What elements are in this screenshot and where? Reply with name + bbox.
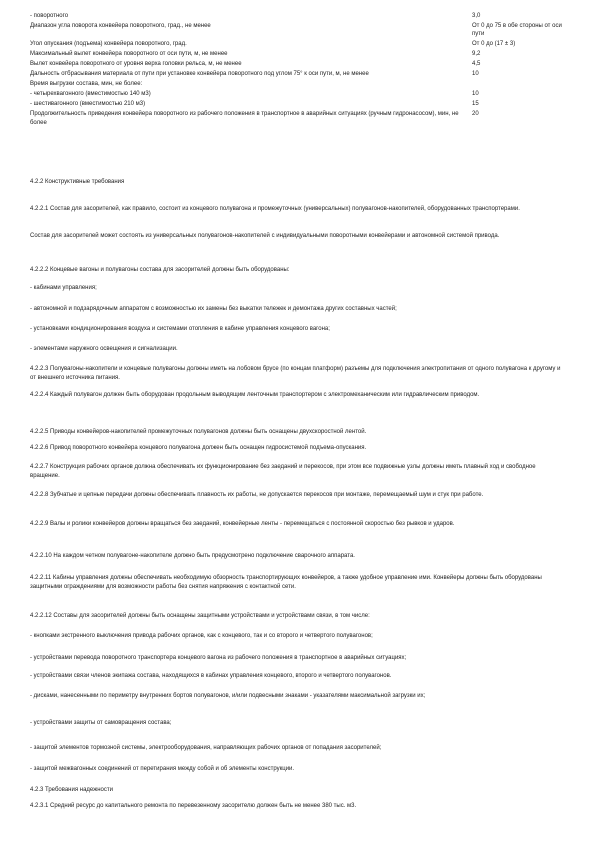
- paragraph: - защитой элементов тормозной системы, электрооборудования, направляющих рабочих органов от попадания засорителей;: [30, 745, 382, 751]
- paragraph: - устройствами связи членов экипажа состава, находящихся в кабинах управления концевого, второго и четвертого полувагонов.: [30, 673, 392, 679]
- paragraph: 4.2.2.12 Составы для засорителей должны быть оснащены защитными устройствами и устройствами связи, в том числе:: [30, 613, 370, 619]
- section-heading: 4.2.3 Требования надежности: [30, 787, 113, 793]
- spec-label: Диапазон угла поворота конвейера поворотного, град., не менее: [30, 23, 211, 29]
- spec-value: 3,0: [472, 13, 481, 19]
- paragraph: - автономной и подзарядочным аппаратом с возможностью их замены без выкатки тележек и демонтажа других составных частей;: [30, 306, 397, 312]
- paragraph: Состав для засорителей может состоять из универсальных полувагонов-накопителей с индивидуальными поворотными конвейерами и автономной системой привода.: [30, 233, 500, 239]
- spec-label: Вылет конвейера поворотного от уровня верха головки рельса, м, не менее: [30, 61, 242, 68]
- paragraph: 4.2.2.11 Кабины управления должны обеспечивать необходимую обзорность транспортирующих конвейеров, а также удобное управление ими. Конвейеры должны быть оборудованы защитными ограждениями для возможности работы без снятия напряжения с контактной сети.: [30, 575, 542, 590]
- paragraph: 4.2.2.7 Конструкция рабочих органов должна обеспечивать их функционирование без заеданий и перекосов, при этом все подвижные узлы должны иметь плавный ход и свободное вращение.: [30, 464, 536, 479]
- paragraph: - кнопками экстренного выключения привода рабочих органов, как с концевого, так и со второго и четвертого полувагонов;: [30, 633, 373, 639]
- spec-label: - поворотного: [30, 13, 69, 19]
- paragraph: - устройствами перевода поворотного транспортера концевого вагона из рабочего положения в транспортное в аварийных ситуациях;: [30, 655, 407, 661]
- spec-value: 20: [472, 111, 479, 118]
- spec-value: 4,5: [472, 61, 481, 68]
- paragraph: 4.2.2.5 Приводы конвейеров-накопителей промежуточных полувагонов должны быть оснащены двухскоростной лентой.: [30, 429, 367, 435]
- spec-value: [472, 80, 565, 88]
- spec-label: Угол опускания (подъема) конвейера поворотного, град.: [30, 41, 187, 48]
- paragraph: 4.2.3.1 Средний ресурс до капитального ремонта по перевезенному засорителю должен быть не менее 380 тыс. м3.: [30, 803, 357, 809]
- spec-row: [30, 110, 565, 127]
- spec-label: Максимальный вылет конвейера поворотного от оси пути, м, не менее: [30, 51, 228, 58]
- spec-label: Дальность отбрасывания материала от пути при установке конвейера поворотного под углом 75° к оси пути, м, не менее: [30, 71, 369, 78]
- spec-row: [30, 70, 565, 78]
- paragraph: 4.2.2.3 Полувагоны-накопители и концевые полувагоны должны иметь на лобовом брусе (по концам платформ) разъемы для подключения электропитания от одного полувагона к другому и от внешнего источника питания.: [30, 366, 561, 381]
- paragraph: - кабинами управления;: [30, 285, 97, 291]
- paragraph: 4.2.2.10 На каждом четном полувагоне-накопителе должно быть предусмотрено подключение сварочного аппарата.: [30, 553, 355, 559]
- paragraph: - установками кондиционирования воздуха и системами отопления в кабине управления концевого вагона;: [30, 326, 330, 332]
- spec-row: [30, 100, 565, 108]
- spec-label: - четырехвагонного (вместимостью 140 м3): [30, 91, 151, 98]
- document-page: [30, 12, 565, 809]
- paragraph: 4.2.2.2 Концевые вагоны и полувагоны состава для засорителей должны быть оборудованы:: [30, 267, 290, 273]
- paragraph: - защитой межвагонных соединений от перетирания между собой и об элементы конструкции.: [30, 766, 295, 772]
- paragraph: 4.2.2.6 Привод поворотного конвейера концевого полувагона должен быть оснащен гидросистемой подъема-опускания.: [30, 445, 367, 451]
- spec-label: - шестивагонного (вместимостью 210 м3): [30, 101, 146, 108]
- spec-label: Продолжительность приведения конвейера поворотного из рабочего положения в транспортное в аварийных ситуациях (ручным гидронасосом), мин, не более: [30, 111, 459, 126]
- spec-row: [30, 90, 565, 98]
- section-heading: 4.2.2 Конструктивные требования: [30, 179, 125, 185]
- paragraph: 4.2.2.8 Зубчатые и цепные передачи должны обеспечивать плавность их работы, не допускается перекосов при монтаже, перемещаемый шум и стук при работе.: [30, 492, 484, 498]
- spec-row: [30, 80, 565, 88]
- spec-value: 9,2: [472, 51, 481, 58]
- paragraph: - устройствами защиты от самовращения состава;: [30, 720, 172, 726]
- spec-value: От 0 до 75 в обе стороны от оси пути: [472, 23, 562, 38]
- spec-row: [30, 12, 565, 20]
- paragraph: 4.2.2.1 Состав для засорителей, как правило, состоит из концевого полувагона и промежуточных (универсальных) полувагонов-накопителей, оборудованных транспортерами.: [30, 206, 520, 212]
- spec-value: От 0 до (17 ± 3): [472, 41, 516, 48]
- spec-row: [30, 40, 565, 48]
- paragraph: - дисками, нанесенными по периметру внутренних бортов полувагонов, и/или подвесными знаками - указателями максимальной загрузки их;: [30, 693, 426, 699]
- paragraph: 4.2.2.9 Валы и ролики конвейеров должны вращаться без заеданий, конвейерные ленты - перемещаться с постоянной скоростью без рывков и ударов.: [30, 521, 455, 527]
- spec-table: [30, 12, 565, 127]
- spec-row: [30, 50, 565, 58]
- spec-value: 15: [472, 101, 479, 108]
- paragraph: 4.2.2.4 Каждый полувагон должен быть оборудован продольным выводящим ленточным транспортером с электромеханическим или гидравлическим приводом.: [30, 392, 480, 398]
- spec-value: 10: [472, 91, 479, 98]
- spec-row: [30, 22, 565, 39]
- spec-row: [30, 60, 565, 68]
- spec-label: Время выгрузки состава, мин, не более:: [30, 81, 143, 88]
- spec-value: 10: [472, 71, 479, 78]
- paragraph: - элементами наружного освещения и сигнализации.: [30, 346, 178, 352]
